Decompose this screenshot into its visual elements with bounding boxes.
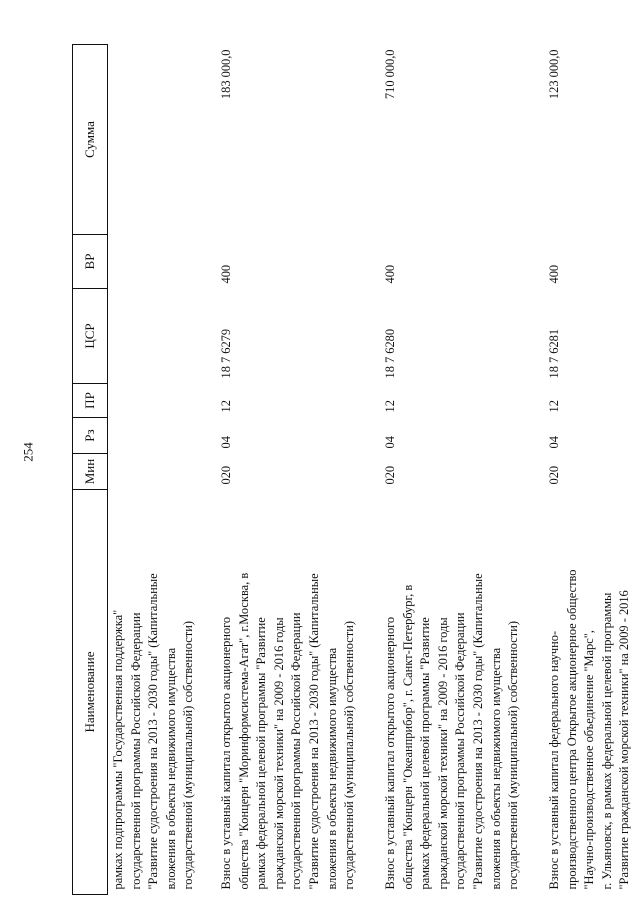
name-line: гражданской морской техники" на 2009 - 2016 годы [435, 617, 450, 890]
row-sum: 183 000,0 [219, 49, 233, 100]
name-line: "Развитие судостроения на 2013 - 2030 годы" (Капитальные [470, 573, 485, 890]
name-line: рамках федеральной целевой программы "Развитие [254, 617, 269, 890]
header-vr: ВР [73, 235, 108, 289]
table-header-row [73, 45, 108, 895]
row-pr: 12 [547, 400, 561, 413]
header-min: Мин [73, 454, 108, 490]
row-pr: 12 [219, 400, 233, 413]
row-min [108, 454, 205, 490]
rotated-table-container [72, 45, 632, 895]
row-name-cell [368, 490, 532, 895]
name-line: производственного центра Открытое акционерное общество [564, 569, 579, 890]
name-line: государственной программы Российской Федерации [128, 612, 143, 890]
name-line: государственной (муниципальной) собственности) [181, 621, 196, 890]
row-rz: 04 [383, 436, 397, 449]
header-rz: Рз [73, 418, 108, 454]
budget-table [72, 44, 640, 895]
row-csr [108, 289, 205, 384]
header-sum: Сумма [73, 45, 108, 235]
name-line: "Научно-производственное объединение "Марс", [582, 630, 597, 890]
table-row [108, 45, 205, 895]
name-line: вложения в объекты недвижимого имущества [488, 647, 503, 890]
table-row [368, 45, 532, 895]
name-line: гражданской морской техники" на 2009 - 2016 годы [271, 617, 286, 890]
header-csr: ЦСР [73, 289, 108, 384]
row-sum: 123 000,0 [547, 49, 561, 100]
row-min: 020 [219, 465, 233, 485]
row-name-cell [108, 490, 205, 895]
name-line: г. Ульяновск, в рамках федеральной целевой программы [599, 592, 614, 890]
header-name: Наименование [73, 490, 108, 895]
name-line: государственной программы Российской Федерации [453, 612, 468, 890]
name-line: государственной программы Российской Федерации [289, 612, 304, 890]
row-vr: 400 [547, 264, 561, 284]
row-csr: 18 7 6280 [383, 328, 397, 379]
row-min: 020 [383, 465, 397, 485]
name-line: общества "Концерн "Океанприбор", г. Санкт-Петербург, в [400, 584, 415, 890]
name-line: Взнос в уставный капитал открытого акционерного [219, 616, 233, 890]
name-line: Взнос в уставный капитал открытого акционерного [383, 616, 397, 890]
row-vr [108, 235, 205, 289]
row-rz [108, 418, 205, 454]
row-pr: 12 [383, 400, 397, 413]
name-line: государственной (муниципальной) собственности) [342, 621, 357, 890]
name-line: государственной (муниципальной) собственности) [506, 621, 521, 890]
row-csr: 18 7 6281 [547, 328, 561, 379]
row-name-cell [532, 490, 640, 895]
name-line: общества "Концерн "Моринформсистема-Агат", г.Москва, в [236, 572, 251, 890]
row-name-cell [204, 490, 368, 895]
row-rz: 04 [547, 436, 561, 449]
table-row [204, 45, 368, 895]
row-sum [108, 45, 205, 235]
page-number: 254 [20, 442, 36, 462]
row-vr: 400 [383, 264, 397, 284]
name-line: рамках подпрограммы "Государственная поддержка" [111, 609, 125, 890]
header-pr: ПР [73, 384, 108, 418]
table-row [532, 45, 640, 895]
row-min: 020 [547, 465, 561, 485]
name-line: Взнос в уставный капитал федерального научно- [547, 630, 561, 890]
name-line: "Развитие судостроения на 2013 - 2030 годы" (Капитальные [146, 573, 161, 890]
name-line: "Развитие судостроения на 2013 - 2030 годы" (Капитальные [306, 573, 321, 890]
row-csr: 18 7 6279 [219, 328, 233, 379]
row-vr: 400 [219, 264, 233, 284]
row-pr [108, 384, 205, 418]
row-rz: 04 [219, 436, 233, 449]
name-line: вложения в объекты недвижимого имущества [163, 647, 178, 890]
name-line: вложения в объекты недвижимого имущества [324, 647, 339, 890]
row-sum: 710 000,0 [383, 49, 397, 100]
name-line: "Развитие гражданской морской техники" на 2009 - 2016 [617, 590, 632, 890]
name-line: рамках федеральной целевой программы "Развитие [418, 617, 433, 890]
